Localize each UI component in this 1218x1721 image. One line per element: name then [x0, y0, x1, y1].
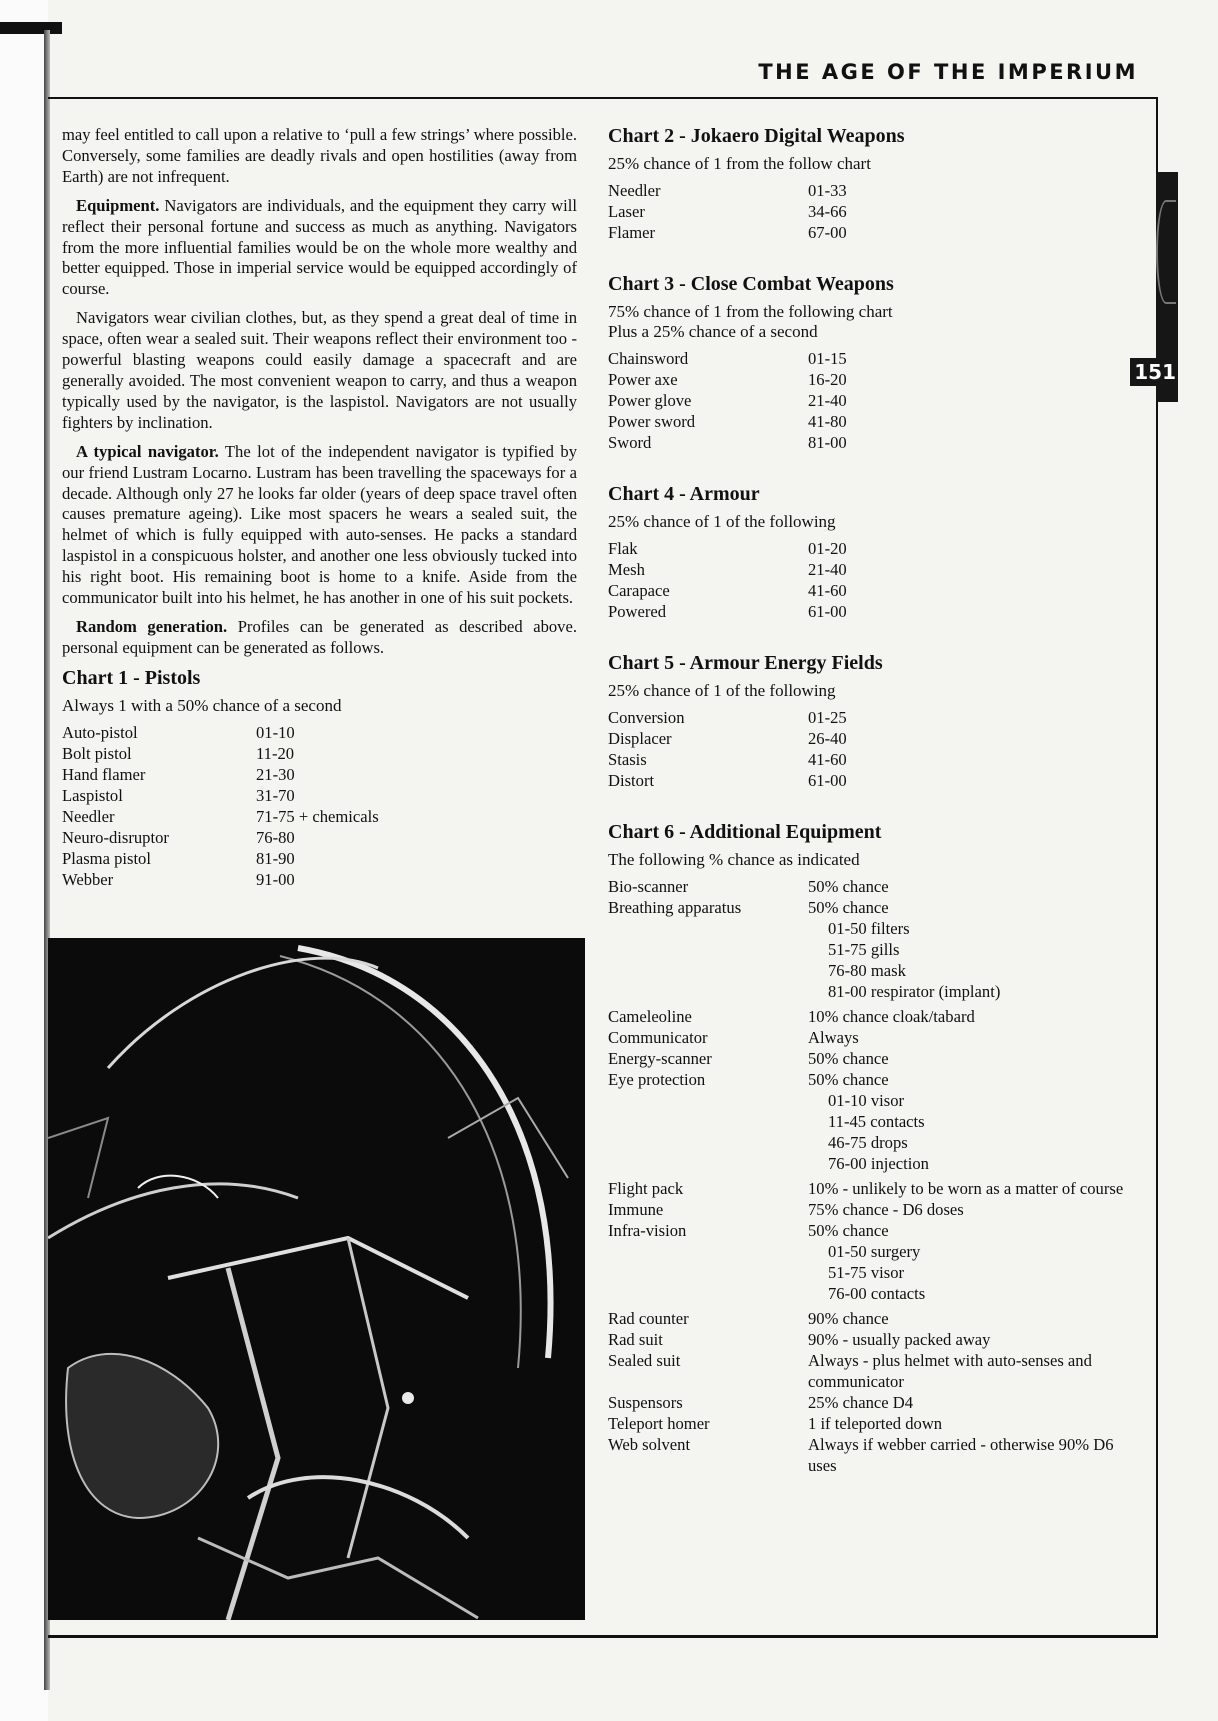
sub-roll: 76-80 mask: [828, 961, 906, 980]
roll-range: 41-60: [808, 581, 847, 600]
chart-2-jokaero: [608, 125, 1128, 243]
body-paragraph: [62, 442, 577, 609]
frame-rule-bottom: [48, 1635, 1158, 1638]
chart-intro: The following % chance as indicated: [608, 850, 860, 869]
chart-intro: Always 1 with a 50% chance of a second: [62, 695, 342, 715]
table-row: [62, 785, 577, 806]
chart-4-armour: [608, 483, 1128, 622]
roll-range: 01-20: [808, 539, 847, 558]
table-row: [62, 806, 577, 827]
table-row: [608, 1199, 1128, 1220]
thumb-tab-emblem: [1156, 200, 1176, 304]
table-row: [62, 869, 577, 890]
roll-range: 41-60: [808, 750, 847, 769]
roll-range: 71-75 + chemicals: [256, 806, 379, 826]
sub-roll: 81-00 respirator (implant): [828, 982, 1001, 1001]
item-name: Bolt pistol: [62, 743, 132, 763]
chart-intro: 25% chance of 1 from the follow chart: [608, 154, 871, 173]
chart-6-additional-equipment: [608, 821, 1128, 1476]
chart-rows: [608, 348, 1128, 453]
table-row: [608, 411, 1128, 432]
table-row: [608, 538, 1128, 559]
roll-range: 76-80: [256, 827, 295, 847]
roll-range: 31-70: [256, 785, 295, 805]
table-row: [608, 580, 1128, 601]
paragraph-text: Navigators are individuals, and the equipment they carry will reflect their personal fortune and success as much as anything. Navigators from the more influential families would be on the whole more wealthy and better equipped. Those in imperial service would be equipped accordingly of course.: [62, 195, 577, 299]
roll-range: 34-66: [808, 202, 847, 221]
table-row: [608, 1006, 1128, 1027]
table-row: [608, 770, 1128, 791]
item-name: Plasma pistol: [62, 848, 151, 868]
table-row: [608, 348, 1128, 369]
sub-roll: 01-50 surgery: [828, 1242, 921, 1261]
sub-roll: 01-50 filters: [828, 919, 910, 938]
roll-range: 50% chance: [808, 898, 889, 917]
roll-range: 11-20: [256, 743, 295, 763]
table-row: [608, 728, 1128, 749]
table-row: [608, 1178, 1128, 1199]
table-row: [608, 1392, 1128, 1413]
roll-range: Always if webber carried - otherwise 90% D6 uses: [808, 1435, 1114, 1475]
item-name: Suspensors: [608, 1393, 683, 1412]
binding-mark: [0, 22, 62, 34]
right-column: [608, 125, 1128, 1506]
body-paragraph: [62, 125, 577, 188]
roll-range: 01-15: [808, 349, 847, 368]
body-paragraph: [62, 308, 577, 433]
sub-roll: 76-00 contacts: [828, 1284, 926, 1303]
table-row: [608, 1069, 1128, 1090]
chart-rows: [62, 722, 577, 890]
roll-range: 21-40: [808, 560, 847, 579]
item-name: Needler: [608, 181, 661, 200]
item-name: Hand flamer: [62, 764, 146, 784]
item-name: Displacer: [608, 729, 672, 748]
chart-intro-secondary: Plus a 25% chance of a second: [608, 322, 818, 341]
item-name: Teleport homer: [608, 1414, 710, 1433]
chart-intro: 25% chance of 1 of the following: [608, 512, 836, 531]
item-name: Rad suit: [608, 1330, 663, 1349]
item-name: Rad counter: [608, 1309, 689, 1328]
table-row: [608, 432, 1128, 453]
item-name: Flamer: [608, 223, 656, 242]
item-name: Stasis: [608, 750, 647, 769]
item-name: Distort: [608, 771, 655, 790]
table-row: [608, 1220, 1128, 1241]
item-name: Communicator: [608, 1028, 708, 1047]
roll-range: 50% chance: [808, 1070, 889, 1089]
table-row: [608, 707, 1128, 728]
sub-table-row: [608, 1111, 1128, 1132]
roll-range: 61-00: [808, 602, 847, 621]
table-row: [608, 201, 1128, 222]
run-in-heading: Random generation.: [76, 616, 228, 636]
roll-range: 41-80: [808, 412, 847, 431]
item-name: Neuro-disruptor: [62, 827, 169, 847]
roll-range: 50% chance: [808, 1049, 889, 1068]
paragraph-text: may feel entitled to call upon a relative to ‘pull a few strings’ where possible. Conversely, some families are deadly rivals and open hostilities (away from Earth) are not infrequent.: [62, 125, 577, 186]
sub-table-row: [608, 960, 1128, 981]
item-name: Carapace: [608, 581, 670, 600]
sub-table-row: [608, 1153, 1128, 1174]
item-name: Power axe: [608, 370, 678, 389]
item-name: Webber: [62, 869, 114, 889]
item-name: Needler: [62, 806, 115, 826]
roll-range: 50% chance: [808, 1221, 889, 1240]
roll-range: 16-20: [808, 370, 847, 389]
roll-range: 21-40: [808, 391, 847, 410]
body-paragraph: [62, 617, 577, 659]
roll-range: Always: [808, 1028, 859, 1047]
item-name: Power glove: [608, 391, 692, 410]
sub-table-row: [608, 1283, 1128, 1304]
roll-range: 10% chance cloak/tabard: [808, 1007, 975, 1026]
page-number: 151: [1130, 358, 1178, 386]
roll-range: 75% chance - D6 doses: [808, 1200, 964, 1219]
table-row: [608, 1027, 1128, 1048]
roll-range: 90% chance: [808, 1309, 889, 1328]
chart-intro: 75% chance of 1 from the following chart: [608, 302, 893, 321]
table-row: [608, 1308, 1128, 1329]
chart-intro: 25% chance of 1 of the following: [608, 681, 836, 700]
roll-range: 61-00: [808, 771, 847, 790]
item-name: Eye protection: [608, 1070, 706, 1089]
chart-rows: [608, 180, 1128, 243]
roll-range: 21-30: [256, 764, 295, 784]
table-row: [608, 180, 1128, 201]
roll-range: 81-90: [256, 848, 295, 868]
chart-rows: [608, 707, 1128, 791]
paragraph-text: The lot of the independent navigator is typified by our friend Lustram Locarno. Lustram has been travelling the spaceways for a decade. Although only 27 he looks far older (years of deep space travel often causes premature ageing). Like most spacers he wears a sealed suit, the helmet of which is fully equipped with auto-senses. He packs a standard laspistol in a conspicuous holster, and another one less obviously tucked into his right boot. His remaining boot is home to a knife. Aside from the communicator built into his helmet, he has another in one of his suit pockets.: [62, 441, 578, 608]
roll-range: Always - plus helmet with auto-senses and communicator: [808, 1351, 1092, 1391]
frame-rule-top: [48, 97, 1158, 99]
item-name: Sealed suit: [608, 1351, 681, 1370]
chart-title: Chart 6 - Additional Equipment: [608, 821, 882, 843]
item-name: Bio-scanner: [608, 877, 689, 896]
chart-title: Chart 4 - Armour: [608, 483, 760, 505]
table-row: [608, 390, 1128, 411]
item-name: Laspistol: [62, 785, 123, 805]
roll-range: 01-33: [808, 181, 847, 200]
run-in-heading: A typical navigator.: [76, 441, 219, 461]
chart-1-pistols: [62, 667, 577, 890]
item-name: Web solvent: [608, 1435, 691, 1454]
table-row: [62, 827, 577, 848]
sub-table-row: [608, 1262, 1128, 1283]
roll-range: 26-40: [808, 729, 847, 748]
sub-table-row: [608, 981, 1128, 1002]
chart-title: Chart 5 - Armour Energy Fields: [608, 652, 883, 674]
item-name: Cameleoline: [608, 1007, 692, 1026]
item-name: Auto-pistol: [62, 722, 138, 742]
item-name: Flak: [608, 539, 638, 558]
chart-rows: [608, 538, 1128, 622]
table-row: [608, 559, 1128, 580]
sub-table-row: [608, 939, 1128, 960]
table-row: [62, 743, 577, 764]
page-binding: [0, 0, 48, 1721]
sub-roll: 76-00 injection: [828, 1154, 929, 1173]
roll-range: 50% chance: [808, 877, 889, 896]
sub-roll: 01-10 visor: [828, 1091, 905, 1110]
roll-range: 91-00: [256, 869, 295, 889]
table-row: [62, 764, 577, 785]
paragraph-text: Profiles can be generated as described above. personal equipment can be generated as follows.: [62, 616, 577, 657]
chart-title: Chart 3 - Close Combat Weapons: [608, 273, 894, 295]
roll-range: 67-00: [808, 223, 847, 242]
item-name: Sword: [608, 433, 652, 452]
item-name: Immune: [608, 1200, 664, 1219]
table-row: [608, 369, 1128, 390]
table-row: [608, 897, 1128, 918]
table-row: [608, 1434, 1128, 1476]
roll-range: 90% - usually packed away: [808, 1330, 991, 1349]
roll-range: 25% chance D4: [808, 1393, 914, 1412]
table-row: [62, 722, 577, 743]
table-row: [608, 1048, 1128, 1069]
sub-roll: 46-75 drops: [828, 1133, 908, 1152]
table-row: [608, 749, 1128, 770]
roll-range: 01-25: [808, 708, 847, 727]
item-name: Laser: [608, 202, 645, 221]
sub-roll: 51-75 gills: [828, 940, 900, 959]
sub-roll: 51-75 visor: [828, 1263, 905, 1282]
table-row: [608, 876, 1128, 897]
roll-range: 81-00: [808, 433, 847, 452]
body-paragraph: [62, 196, 577, 301]
sub-table-row: [608, 1090, 1128, 1111]
sub-roll: 11-45 contacts: [828, 1112, 925, 1131]
chart-5-energy-fields: [608, 652, 1128, 791]
sub-table-row: [608, 1241, 1128, 1262]
item-name: Power sword: [608, 412, 696, 431]
roll-range: 01-10: [256, 722, 295, 742]
navigator-illustration: [48, 938, 585, 1620]
paragraph-text: Navigators wear civilian clothes, but, as they spend a great deal of time in space, often wear a sealed suit. Their weapons reflect their environment too - powerful blasting weapons could easily damage a spacecraft and are generally avoided. The most convenient weapon to carry, and thus a weapon typically used by the navigator, is the laspistol. Navigators are not usually fighters by inclination.: [62, 308, 577, 432]
item-name: Mesh: [608, 560, 645, 579]
item-name: Powered: [608, 602, 667, 621]
chart-title: Chart 2 - Jokaero Digital Weapons: [608, 125, 905, 147]
item-name: Chainsword: [608, 349, 689, 368]
item-name: Conversion: [608, 708, 685, 727]
running-header: THE AGE OF THE IMPERIUM: [758, 60, 1138, 84]
item-name: Energy-scanner: [608, 1049, 712, 1068]
left-column: [62, 125, 577, 890]
item-name: Flight pack: [608, 1179, 684, 1198]
chart-rows: [608, 876, 1128, 1476]
table-row: [608, 1413, 1128, 1434]
sub-table-row: [608, 1132, 1128, 1153]
table-row: [608, 1350, 1128, 1392]
table-row: [608, 222, 1128, 243]
roll-range: 10% - unlikely to be worn as a matter of course: [808, 1179, 1124, 1198]
roll-range: 1 if teleported down: [808, 1414, 943, 1433]
table-row: [62, 848, 577, 869]
run-in-heading: Equipment.: [76, 195, 160, 215]
table-row: [608, 601, 1128, 622]
illustration-artwork: [48, 938, 585, 1620]
sub-table-row: [608, 918, 1128, 939]
chart-title: Chart 1 - Pistols: [62, 666, 201, 689]
chart-3-close-combat: [608, 273, 1128, 453]
item-name: Infra-vision: [608, 1221, 687, 1240]
table-row: [608, 1329, 1128, 1350]
item-name: Breathing apparatus: [608, 898, 742, 917]
